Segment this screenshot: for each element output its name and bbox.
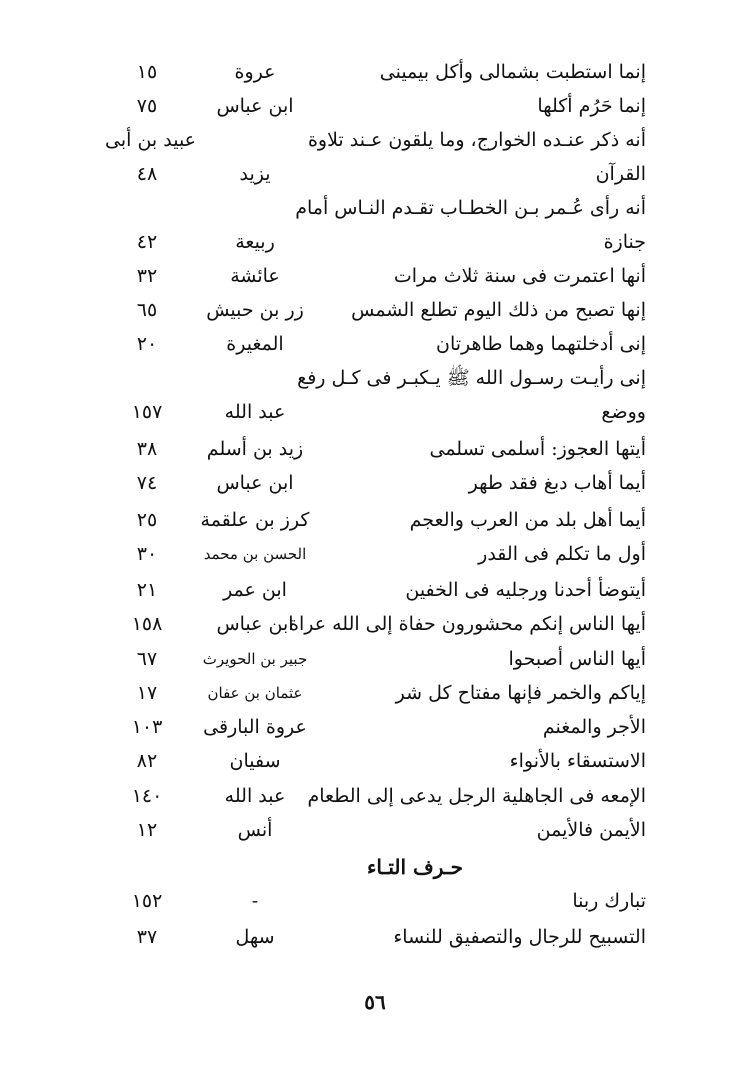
page-ref: ١٧	[136, 682, 158, 704]
hadith-text: أول ما تكلم فى القدر	[478, 543, 646, 565]
index-row	[0, 503, 750, 537]
narrator: ابن عباس	[216, 613, 294, 635]
narrator: عروة	[234, 61, 276, 83]
index-row	[0, 191, 750, 225]
narrator: عبد الله	[224, 401, 286, 423]
index-row	[0, 293, 750, 327]
hadith-text: إنى أدخلتهما وهما طاهرتان	[436, 333, 646, 355]
page-ref: ١٤٠	[131, 785, 163, 807]
hadith-text: أنه رأى عُـمر بـن الخطـاب تقـدم النـاس أمام	[295, 197, 646, 219]
index-row	[0, 361, 750, 395]
hadith-text: إنى رأيـت رسـول الله ﷺ يـكبـر فى كـل رفع	[297, 367, 646, 389]
hadith-text: جنازة	[603, 231, 646, 253]
narrator: جبير بن الحويرث	[202, 650, 308, 668]
page-ref: ٤٢	[136, 231, 158, 253]
hadith-text: الاستسقاء بالأنواء	[509, 750, 646, 772]
narrator: ابن عمر	[223, 579, 287, 601]
narrator: الحسن بن محمد	[203, 545, 307, 563]
index-row	[0, 779, 750, 813]
page-ref: ٢٠	[136, 333, 158, 355]
index-row	[0, 607, 750, 641]
page-ref: ٣٢	[136, 265, 158, 287]
index-row	[0, 676, 750, 710]
hadith-text: الأجر والمغنم	[542, 716, 646, 738]
hadith-text: أيما أهاب دبغ فقد طهر	[468, 472, 646, 494]
page-ref: ١٥٧	[131, 401, 163, 423]
index-row	[0, 395, 750, 429]
page-ref: ٣٠	[136, 543, 158, 565]
hadith-text: أيتها العجوز: أسلمى تسلمى	[429, 438, 646, 460]
index-row	[0, 89, 750, 123]
page-ref: ٢١	[136, 579, 158, 601]
narrator: عبد الله	[224, 785, 286, 807]
hadith-text: الأيمن فالأيمن	[536, 819, 646, 841]
index-row	[0, 432, 750, 466]
narrator: -	[251, 890, 259, 912]
index-row	[0, 225, 750, 259]
index-row	[0, 744, 750, 778]
hadith-text: أيها الناس أصبحوا	[508, 648, 646, 670]
narrator: زر بن حبيش	[206, 299, 304, 321]
hadith-text: أنها اعتمرت فى سنة ثلاث مرات	[393, 265, 646, 287]
page-ref: ٧٤	[136, 472, 158, 494]
hadith-text: إياكم والخمر فإنها مفتاح كل شر	[395, 682, 646, 704]
narrator: زيد بن أسلم	[206, 438, 304, 460]
narrator: كرز بن علقمة	[200, 509, 310, 531]
narrator: يزيد	[239, 163, 271, 185]
hadith-text: أيها الناس إنكم محشورون حفاة إلى الله عراة	[289, 613, 646, 635]
hadith-text: ووضع	[601, 401, 646, 423]
hadith-text: تبارك ربنا	[572, 890, 646, 912]
narrator: عائشة	[230, 265, 280, 287]
page-ref: ٨٢	[136, 750, 158, 772]
page-ref: ١٥٢	[131, 890, 163, 912]
index-row	[0, 259, 750, 293]
section-title: حـرف التـاء	[367, 855, 463, 879]
index-row	[0, 157, 750, 191]
index-row	[0, 327, 750, 361]
narrator: ابن عباس	[216, 472, 294, 494]
index-row	[0, 884, 750, 918]
page-ref: ٦٥	[136, 299, 158, 321]
index-row	[0, 466, 750, 500]
narrator: عروة البارقى	[203, 716, 307, 738]
narrator: ربيعة	[235, 231, 275, 253]
hadith-text: إنها تصبح من ذلك اليوم تطلع الشمس	[351, 299, 646, 321]
index-row	[0, 123, 750, 157]
page-ref: ٣٨	[136, 438, 158, 460]
narrator: عثمان بن عفان	[207, 684, 303, 702]
hadith-text: إنما استطبت بشمالى وأكل بيمينى	[379, 61, 646, 83]
page-ref: ١٠٣	[131, 716, 163, 738]
index-row	[0, 55, 750, 89]
index-row	[0, 710, 750, 744]
hadith-text: الإمعه فى الجاهلية الرجل يدعى إلى الطعام	[307, 785, 646, 807]
index-row	[0, 642, 750, 676]
narrator: سفيان	[229, 750, 281, 772]
hadith-text: القرآن	[595, 163, 646, 185]
page-ref: ١٢	[136, 819, 158, 841]
page-ref: ١٥٨	[131, 613, 163, 635]
narrator: عبيد بن أبى	[105, 129, 197, 151]
index-row	[0, 573, 750, 607]
page-number: ٥٦	[364, 990, 386, 1014]
index-row	[0, 920, 750, 954]
page-ref: ٣٧	[136, 926, 158, 948]
page-ref: ١٥	[136, 61, 158, 83]
hadith-text: أيما أهل بلد من العرب والعجم	[409, 509, 646, 531]
hadith-text: أيتوضأ أحدنا ورجليه فى الخفين	[405, 579, 646, 601]
narrator: المغيرة	[226, 333, 284, 355]
page-ref: ٢٥	[136, 509, 158, 531]
hadith-text: إنما حَرُم أكلها	[537, 95, 646, 117]
page-ref: ٧٥	[136, 95, 158, 117]
hadith-text: أنه ذكر عنـده الخوارج، وما يلقون عـند تلاوة	[307, 129, 646, 151]
index-row	[0, 813, 750, 847]
narrator: ابن عباس	[216, 95, 294, 117]
narrator: أنس	[237, 819, 273, 841]
page-ref: ٤٨	[136, 163, 158, 185]
page-ref: ٦٧	[136, 648, 158, 670]
index-row	[0, 537, 750, 571]
narrator: سهل	[235, 926, 275, 948]
section-heading	[0, 850, 750, 884]
hadith-text: التسبيح للرجال والتصفيق للنساء	[393, 926, 646, 948]
